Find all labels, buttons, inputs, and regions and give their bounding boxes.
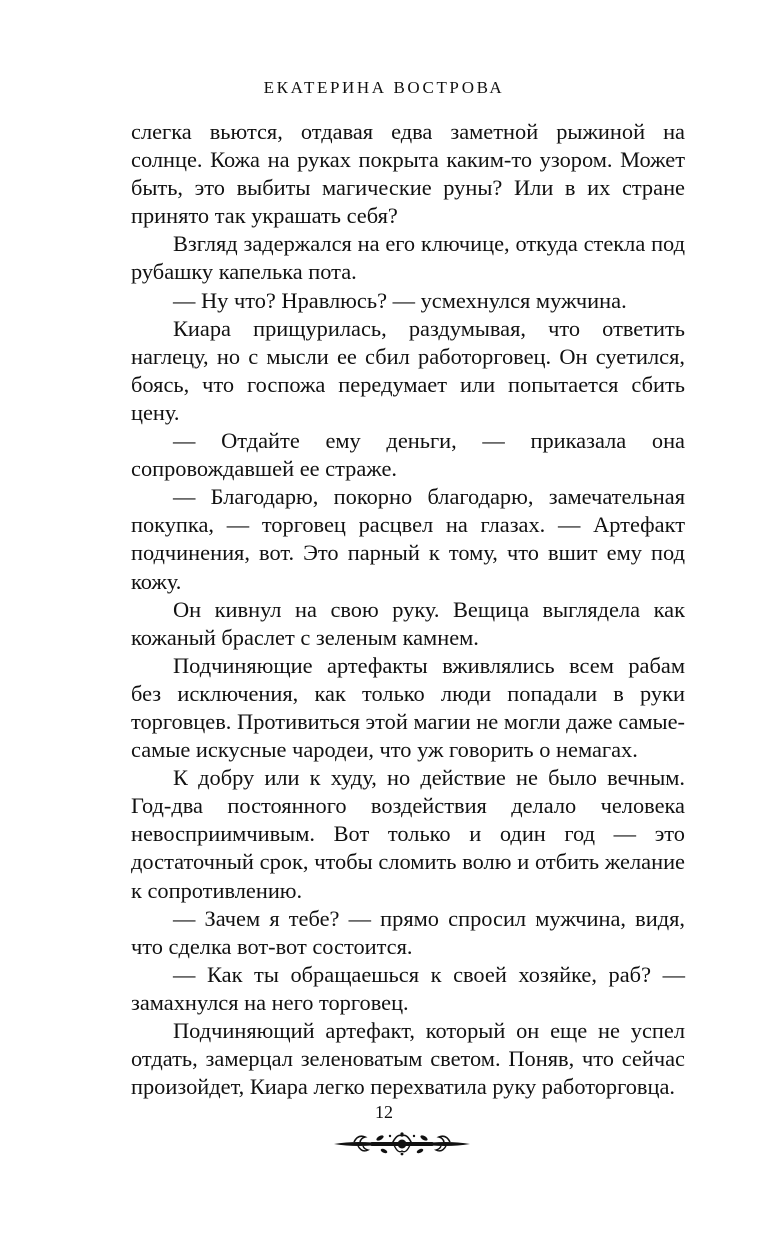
paragraph: — Зачем я тебе? — прямо спросил мужчина, видя, что сделка вот-вот состоится.	[131, 905, 685, 959]
paragraph: — Благодарю, покорно благодарю, замечательная покупка, — торговец расцвел на глазах. — Артефакт подчинения, вот. Это парный к тому, что вшит ему под кожу.	[131, 484, 685, 594]
paragraph: — Отдайте ему деньги, — приказала она сопровождавшей ее страже.	[131, 428, 685, 482]
paragraph: К добру или к худу, но действие не было вечным. Год-два постоянного воздействия делало человека невосприимчивым. Вот только и один год — это достаточный срок, чтобы сломить волю и отбить желание к сопротивлению.	[131, 765, 685, 903]
paragraph: Взгляд задержался на его ключице, откуда стекла под рубашку капелька пота.	[131, 231, 685, 285]
paragraph: Киара прищурилась, раздумывая, что ответить наглецу, но с мысли ее сбил работорговец. Он суетился, боясь, что госпожа передумает или попытается сбить цену.	[131, 315, 685, 425]
page-number: 12	[375, 1102, 393, 1122]
paragraph: — Как ты обращаешься к своей хозяйке, раб? — замахнулся на него торговец.	[131, 961, 685, 1015]
floral-ornament-icon	[332, 1130, 472, 1158]
body-text	[131, 118, 685, 1101]
running-head: ЕКАТЕРИНА ВОСТРОВА	[263, 78, 505, 97]
paragraph: — Ну что? Нравлюсь? — усмехнулся мужчина.	[173, 287, 627, 313]
paragraph: Подчиняющие артефакты вживлялись всем рабам без исключения, как только люди попадали в руки торговцев. Противиться этой магии не могли даже самые-самые искусные чародеи, что уж говорить о немагах.	[131, 652, 685, 763]
paragraph: Подчиняющий артефакт, который он еще не успел отдать, замерцал зеленоватым светом. Поняв, что сейчас произойдет, Киара легко перехватила руку работорговца.	[131, 1018, 685, 1100]
paragraph: Он кивнул на свою руку. Вещица выглядела как кожаный браслет с зеленым камнем.	[131, 596, 685, 650]
paragraph: слегка вьются, отдавая едва заметной рыжиной на солнце. Кожа на руках покрыта каким-то узором. Может быть, это выбиты магические руны? Или в их стране принято так украшать себя?	[131, 119, 685, 229]
